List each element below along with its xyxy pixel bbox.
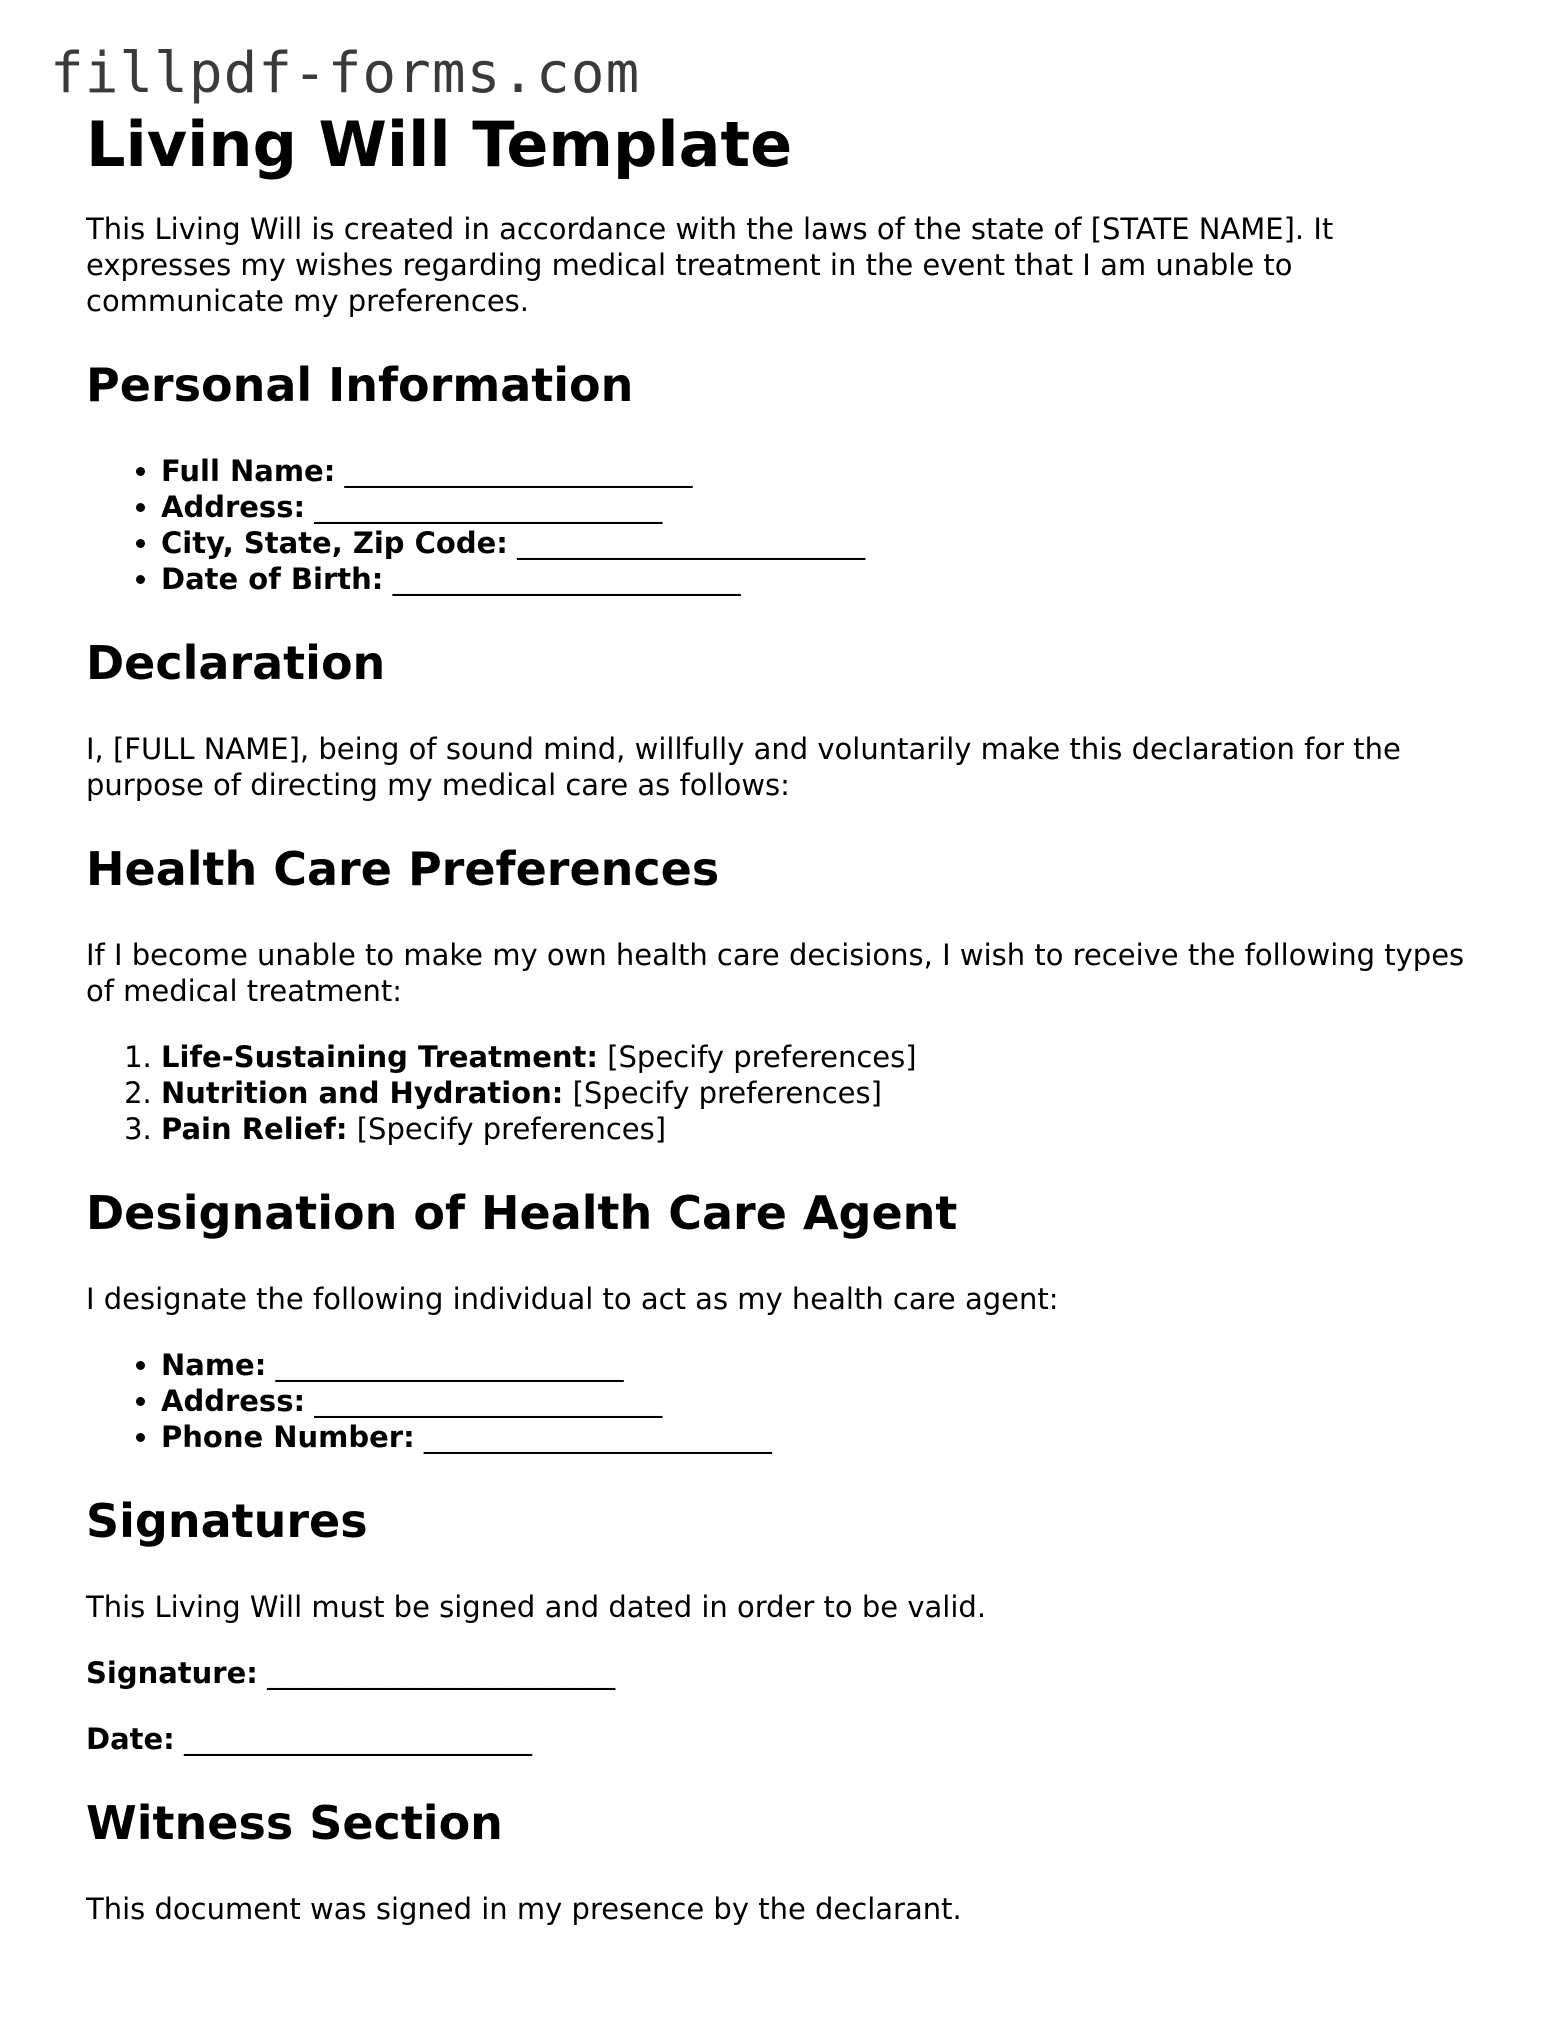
full-name-blank[interactable]: ________________________ (344, 454, 693, 488)
agent-paragraph: I designate the following individual to act as my health care agent: (86, 1282, 1059, 1316)
date-of-birth-blank[interactable]: ________________________ (392, 562, 741, 596)
signature-label: Signature: (86, 1656, 258, 1690)
nutrition-hydration-label: Nutrition and Hydration: (161, 1076, 564, 1110)
preferences-list (86, 1039, 1486, 1147)
city-state-zip-label: City, State, Zip Code: (161, 526, 508, 560)
city-state-zip-blank[interactable]: ________________________ (517, 526, 866, 560)
life-sustaining-value: [Specify preferences] (607, 1040, 917, 1074)
list-item (161, 1075, 1486, 1111)
list-item (161, 489, 1486, 525)
date-of-birth-label: Date of Birth: (161, 562, 384, 596)
signatures-paragraph: This Living Will must be signed and dated in order to be valid. (86, 1590, 987, 1624)
signatures-heading: Signatures (86, 1494, 368, 1548)
preferences-heading: Health Care Preferences (86, 842, 720, 896)
witness-paragraph: This document was signed in my presence by the declarant. (86, 1892, 962, 1926)
list-item (161, 453, 1486, 489)
document-body (86, 105, 1486, 1927)
list-item (161, 1383, 1486, 1419)
list-item (161, 1347, 1486, 1383)
date-blank[interactable]: ________________________ (184, 1722, 532, 1756)
pain-relief-label: Pain Relief: (161, 1112, 348, 1146)
agent-address-label: Address: (161, 1384, 306, 1418)
signature-blank[interactable]: ________________________ (267, 1656, 616, 1690)
agent-address-blank[interactable]: ________________________ (314, 1384, 663, 1418)
watermark-logo: fillpdf-forms.com (50, 41, 641, 106)
nutrition-hydration-value: [Specify preferences] (572, 1076, 882, 1110)
declaration-heading: Declaration (86, 636, 386, 690)
pain-relief-value: [Specify preferences] (356, 1112, 667, 1146)
page-title: Living Will Template (86, 108, 793, 181)
preferences-paragraph: If I become unable to make my own health care decisions, I wish to receive the following types of medical treatment: (86, 938, 1465, 1008)
signature-row (86, 1655, 1486, 1691)
agent-phone-label: Phone Number: (161, 1420, 415, 1454)
list-item (161, 525, 1486, 561)
intro-paragraph: This Living Will is created in accordance with the laws of the state of [STATE NAME]. It expresses my wishes regarding medical treatment in the event that I am unable to communicate my preferences. (86, 212, 1334, 318)
declaration-paragraph: I, [FULL NAME], being of sound mind, willfully and voluntarily make this declaration for the purpose of directing my medical care as follows: (86, 732, 1401, 802)
list-item (161, 1419, 1486, 1455)
personal-info-heading: Personal Information (86, 358, 634, 412)
agent-list (86, 1347, 1486, 1455)
list-item (161, 561, 1486, 597)
list-item (161, 1111, 1486, 1147)
date-label: Date: (86, 1722, 175, 1756)
date-row (86, 1721, 1486, 1757)
agent-heading: Designation of Health Care Agent (86, 1186, 958, 1240)
life-sustaining-label: Life-Sustaining Treatment: (161, 1040, 598, 1074)
agent-name-blank[interactable]: ________________________ (275, 1348, 624, 1382)
agent-name-label: Name: (161, 1348, 267, 1382)
agent-phone-blank[interactable]: ________________________ (423, 1420, 772, 1454)
list-item (161, 1039, 1486, 1075)
address-blank[interactable]: ________________________ (314, 490, 663, 524)
address-label: Address: (161, 490, 306, 524)
full-name-label: Full Name: (161, 454, 336, 488)
witness-heading: Witness Section (86, 1796, 503, 1850)
personal-info-list (86, 453, 1486, 597)
